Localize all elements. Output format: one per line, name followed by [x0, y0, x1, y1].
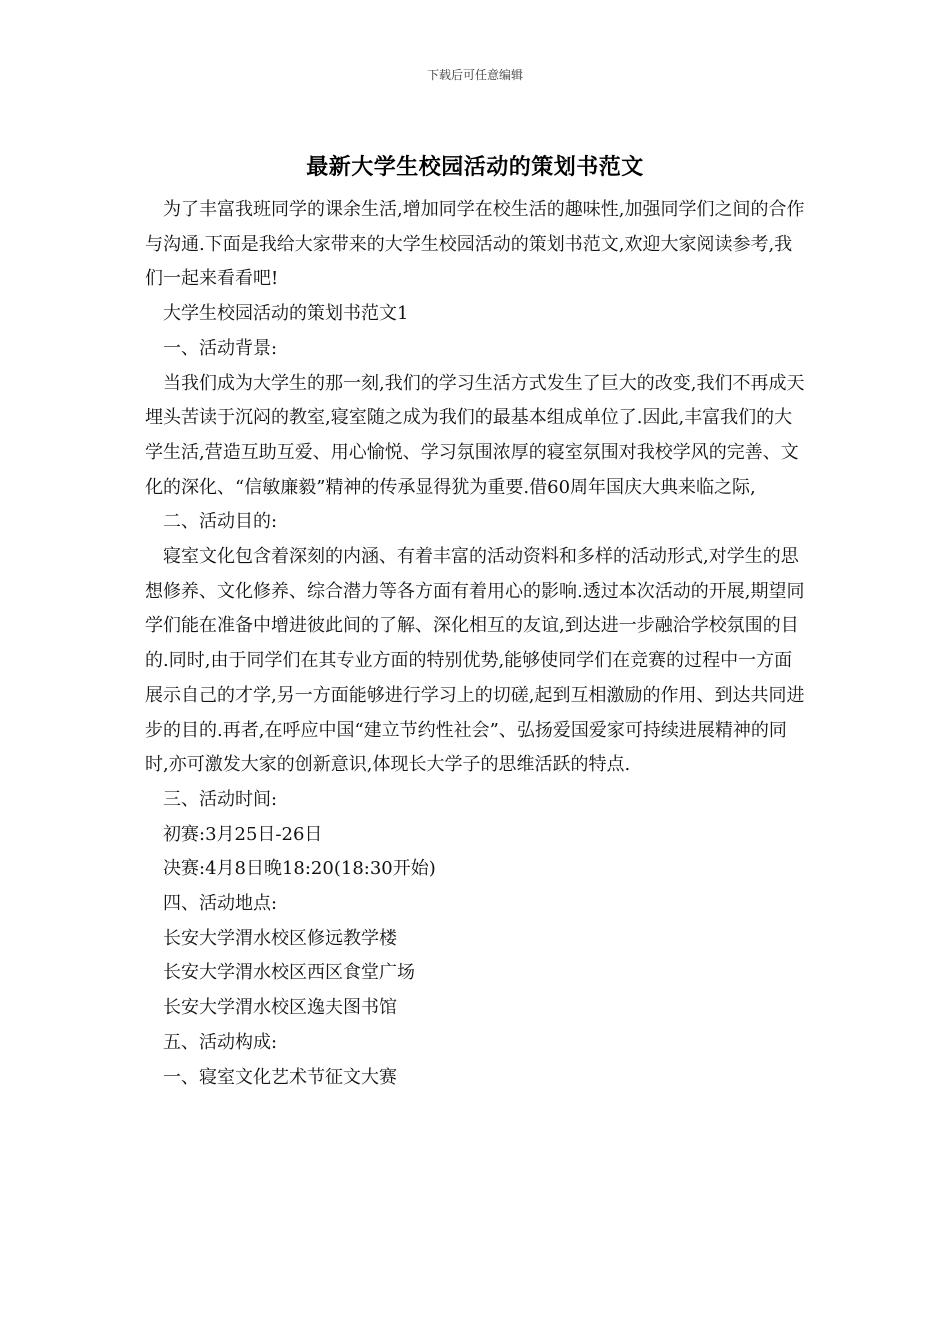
location-item: 长安大学渭水校区逸夫图书馆 — [163, 997, 397, 1019]
document-body — [145, 193, 807, 1095]
section-heading-sample-1: 大学生校园活动的策划书范文1 — [163, 303, 409, 325]
time-preliminary: 初赛:3月25日-26日 — [163, 823, 323, 845]
composition-item: 一、寝室文化艺术节征文大赛 — [163, 1066, 397, 1088]
heading-background: 一、活动背景: — [163, 337, 278, 359]
heading-location: 四、活动地点: — [163, 893, 278, 915]
background-paragraph: 当我们成为大学生的那一刻,我们的学习生活方式发生了巨大的改变,我们不再成天埋头苦读于沉闷的教室,寝室随之成为我们的最基本组成单位了.因此,丰富我们的大学生活,营造互助互爱、用心愉悦、学习氛围浓厚的寝室氛围对我校学风的完善、文化的深化、“信敏廉毅”精神的传承显得犹为重要.借60周年国庆大典来临之际, — [145, 372, 805, 498]
intro-paragraph: 为了丰富我班同学的课余生活,增加同学在校生活的趣味性,加强同学们之间的合作与沟通.下面是我给大家带来的大学生校园活动的策划书范文,欢迎大家阅读参考,我们一起来看看吧! — [145, 199, 805, 290]
heading-purpose: 二、活动目的: — [163, 511, 278, 533]
heading-time: 三、活动时间: — [163, 788, 278, 810]
document-title: 最新大学生校园活动的策划书范文 — [306, 154, 644, 180]
location-item: 长安大学渭水校区西区食堂广场 — [163, 962, 415, 984]
location-item: 长安大学渭水校区修远教学楼 — [163, 927, 397, 949]
header-note: 下载后可任意编辑 — [426, 68, 523, 82]
purpose-paragraph: 寝室文化包含着深刻的内涵、有着丰富的活动资料和多样的活动形式,对学生的思想修养、文化修养、综合潜力等各方面有着用心的影响.透过本次活动的开展,期望同学们能在准备中增进彼此间的了解、深化相互的友谊,到达进一步融洽学校氛围的目的.同时,由于同学们在其专业方面的特别优势,能够使同学们在竞赛的过程中一方面展示自己的才学,另一方面能够进行学习上的切磋,起到互相激励的作用、到达共同进步的目的.再者,在呼应中国“建立节约性社会”、弘扬爱国爱家可持续进展精神的同时,亦可激发大家的创新意识,体现长大学子的思维活跃的特点. — [145, 546, 805, 776]
heading-composition: 五、活动构成: — [163, 1031, 278, 1053]
time-final: 决赛:4月8日晚18:20(18:30开始) — [163, 858, 436, 880]
